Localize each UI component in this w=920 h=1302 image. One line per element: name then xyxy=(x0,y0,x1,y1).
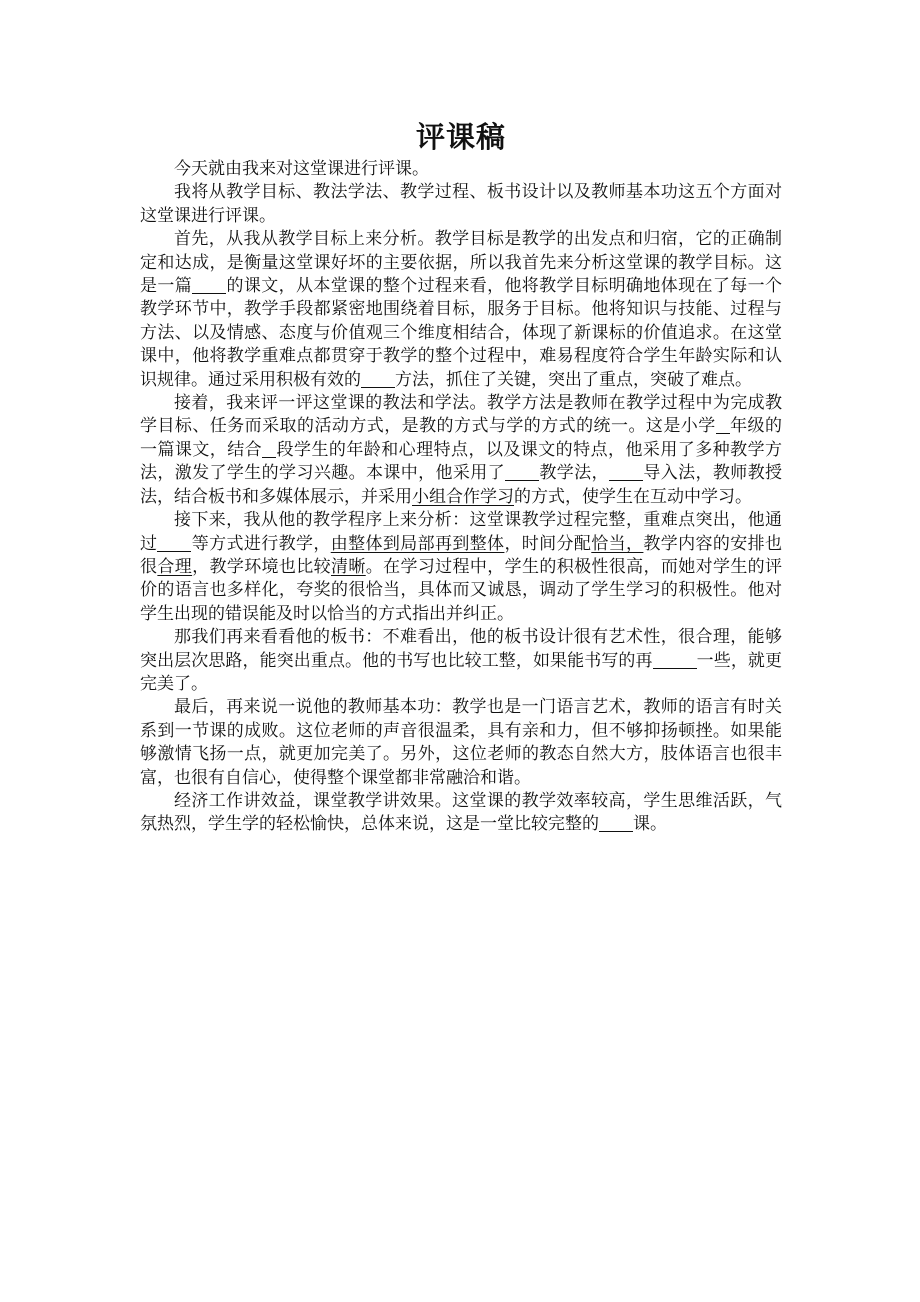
underlined-text: 清晰 xyxy=(331,556,366,577)
underlined-text: 由整体到局部再到整体 xyxy=(330,533,505,554)
text-run: 教学内容的安排也很 xyxy=(140,533,783,577)
fill-in-blank xyxy=(716,415,730,434)
text-run: 经济工作讲效益，课堂教学讲效果。这堂课的教学效率较高，学生思维活跃，气氛热烈，学生学的轻松愉快，总体来说，这是一堂比较完整的 xyxy=(140,790,782,835)
text-run: 方法，抓住了关键，突出了重点，突破了难点。 xyxy=(395,369,752,390)
text-run: 我将从教学目标、教法学法、教学过程、板书设计以及教师基本功这五个方面对这堂课进行评课。 xyxy=(140,182,782,226)
text-run: 课。 xyxy=(633,814,667,835)
text-run: 一些，就更完美了。 xyxy=(140,650,783,694)
text-run: 年级的一篇课文，结合 xyxy=(140,416,783,460)
text-run: ，时间分配 xyxy=(504,533,592,554)
text-run: 导入法，教师教授法，结合板书和多媒体展示，并采用 xyxy=(140,463,783,507)
text-run: 等方式进行教学， xyxy=(191,533,331,554)
text-run: 段学生的年龄和心理特点，以及课文的特点，他采用了多种教学方法，激发了学生的学习兴趣。本课中，他采用了 xyxy=(140,439,783,484)
fill-in-blank xyxy=(361,369,395,388)
paragraph-p3 xyxy=(140,228,782,392)
text-run: 今天就由我来对这堂课进行评课。 xyxy=(174,159,429,179)
text-run: 。在学习过程中，学生的积极性很高，而她对学生的评价的语言也多样化，夸奖的很恰当，具体而又诚恳，调动了学生学习的积极性。他对学生出现的错误能及时以恰当的方式指出并纠正。 xyxy=(140,556,783,624)
fill-in-blank xyxy=(192,275,226,294)
text-run: 的课文，从本堂课的整个过程来看，他将教学目标明确地体现在了每一个教学环节中，教学手段都紧密地围绕着目标，服务于目标。他将知识与技能、过程与方法、以及情感、态度与价值观三个维度相结合，体现了新课标的价值追求。在这堂课中，他将教学重难点都贯穿于教学的整个过程中，难易程度符合学生年龄实际和认识规律。通过采用积极有效的 xyxy=(140,276,783,390)
document-body xyxy=(140,158,782,837)
text-run: ，教学环境也比较 xyxy=(192,556,331,577)
underlined-text: 恰当， xyxy=(591,533,644,554)
paragraph-p2 xyxy=(140,181,782,228)
paragraph-p5 xyxy=(140,509,782,626)
text-run: 最后，再来说一说他的教师基本功：教学也是一门语言艺术，教师的语言有时关系到一节课的成败。这位老师的声音很温柔，具有亲和力，但不够抑扬顿挫。如果能够激情飞扬一点，就更加完美了。另外，这位老师的教态自然大方，肢体语言也很丰富，也很有自信心，使得整个课堂都非常融洽和谐。 xyxy=(140,697,782,788)
text-run: 接着，我来评一评这堂课的教法和学法。教学方法是教师在教学过程中为完成教学目标、任务而采取的活动方式，是教的方式与学的方式的统一。这是小学 xyxy=(140,393,782,437)
text-run: 首先，从我从教学目标上来分析。教学目标是教学的出发点和归宿，它的正确制定和达成，是衡量这堂课好坏的主要依据，所以我首先来分析这堂课的教学目标。这是一篇 xyxy=(140,229,782,297)
paragraph-p8 xyxy=(140,790,782,837)
paragraph-p4 xyxy=(140,392,782,509)
paragraph-p6 xyxy=(140,626,782,696)
fill-in-blank xyxy=(157,533,191,552)
fill-in-blank xyxy=(262,439,276,458)
paragraph-p7 xyxy=(140,696,782,790)
text-run: 那我们再来看看他的板书：不难看出，他的板书设计很有艺术性，很合理，能够突出层次思路，能突出重点。他的书写也比较工整，如果能书写的再 xyxy=(140,627,782,671)
fill-in-blank xyxy=(599,813,633,832)
paragraph-p1 xyxy=(140,158,782,181)
underlined-text: 小组合作学习 xyxy=(412,486,514,507)
text-run: 接下来，我从他的教学程序上来分析：这堂课教学过程完整，重难点突出，他通过 xyxy=(140,510,782,554)
text-run: 教学法， xyxy=(539,463,609,484)
fill-in-blank xyxy=(609,462,643,481)
fill-in-blank xyxy=(505,462,539,481)
document-page xyxy=(140,118,782,837)
fill-in-blank xyxy=(653,650,697,669)
document-title: 评课稿 xyxy=(415,120,506,154)
underlined-text: 合理 xyxy=(157,556,193,577)
text-run: 的方式，使学生在互动中学习。 xyxy=(514,486,752,507)
